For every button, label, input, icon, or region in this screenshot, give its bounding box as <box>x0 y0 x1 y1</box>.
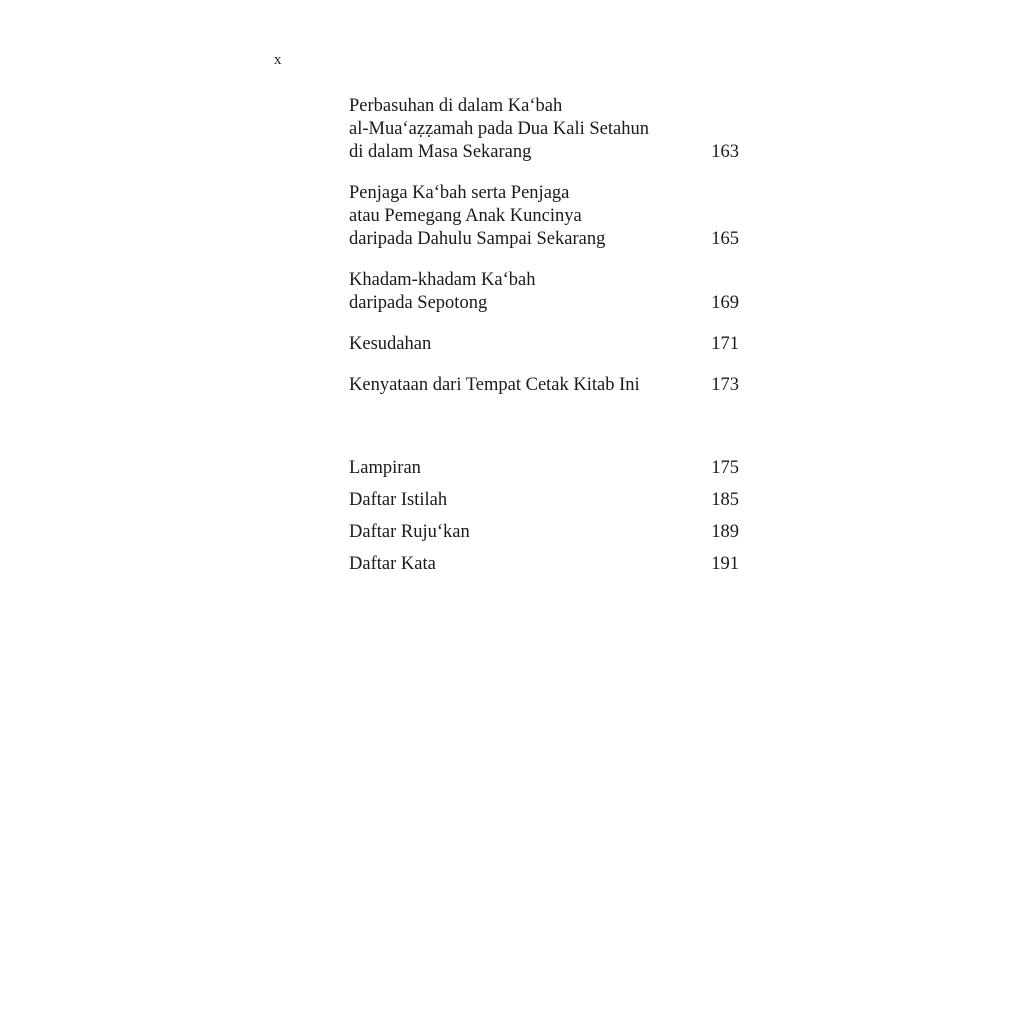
toc-page-number: 163 <box>711 142 739 162</box>
toc-entry-title-line: Penjaga Ka‘bah serta Penjaga <box>349 183 570 203</box>
toc-entry-penjaga[interactable] <box>349 182 739 251</box>
toc-entry-title-line: Perbasuhan di dalam Ka‘bah <box>349 96 563 116</box>
page-number: x <box>274 52 282 68</box>
toc-page-number: 169 <box>711 293 739 313</box>
toc-page-number: 171 <box>711 334 739 354</box>
toc-entry-lampiran[interactable] <box>349 457 739 480</box>
toc-entry-title: di dalam Masa Sekarang <box>349 142 532 162</box>
toc-entry-daftar-rujukan[interactable] <box>349 521 739 544</box>
toc-page-number: 189 <box>711 522 739 542</box>
toc-entry-title-line: atau Pemegang Anak Kuncinya <box>349 206 582 226</box>
toc-page-number: 185 <box>711 490 739 510</box>
toc-entry-daftar-kata[interactable] <box>349 553 739 576</box>
toc-entry-title: Lampiran <box>349 458 421 478</box>
toc-entry-title: Daftar Ruju‘kan <box>349 522 470 542</box>
toc-page-number: 191 <box>711 554 739 574</box>
toc-entry-kesudahan[interactable] <box>349 333 739 356</box>
toc-page-number: 175 <box>711 458 739 478</box>
toc-entry-title: Kenyataan dari Tempat Cetak Kitab Ini <box>349 375 640 395</box>
toc-page-number: 165 <box>711 229 739 249</box>
toc-entry-title-line: al-Mua‘aẓẓamah pada Dua Kali Setahun <box>349 119 649 139</box>
table-of-contents <box>349 95 739 576</box>
toc-page-number: 173 <box>711 375 739 395</box>
toc-entry-daftar-istilah[interactable] <box>349 489 739 512</box>
toc-entry-title: daripada Dahulu Sampai Sekarang <box>349 229 606 249</box>
toc-entry-title: Daftar Kata <box>349 554 436 574</box>
toc-entry-khadam[interactable] <box>349 269 739 315</box>
toc-entry-title: Kesudahan <box>349 334 432 354</box>
toc-entry-perbasuhan[interactable] <box>349 95 739 164</box>
toc-entry-title: daripada Sepotong <box>349 293 488 313</box>
toc-entry-title: Daftar Istilah <box>349 490 448 510</box>
toc-entry-title-line: Khadam-khadam Ka‘bah <box>349 270 536 290</box>
toc-entry-kenyataan[interactable] <box>349 374 739 397</box>
